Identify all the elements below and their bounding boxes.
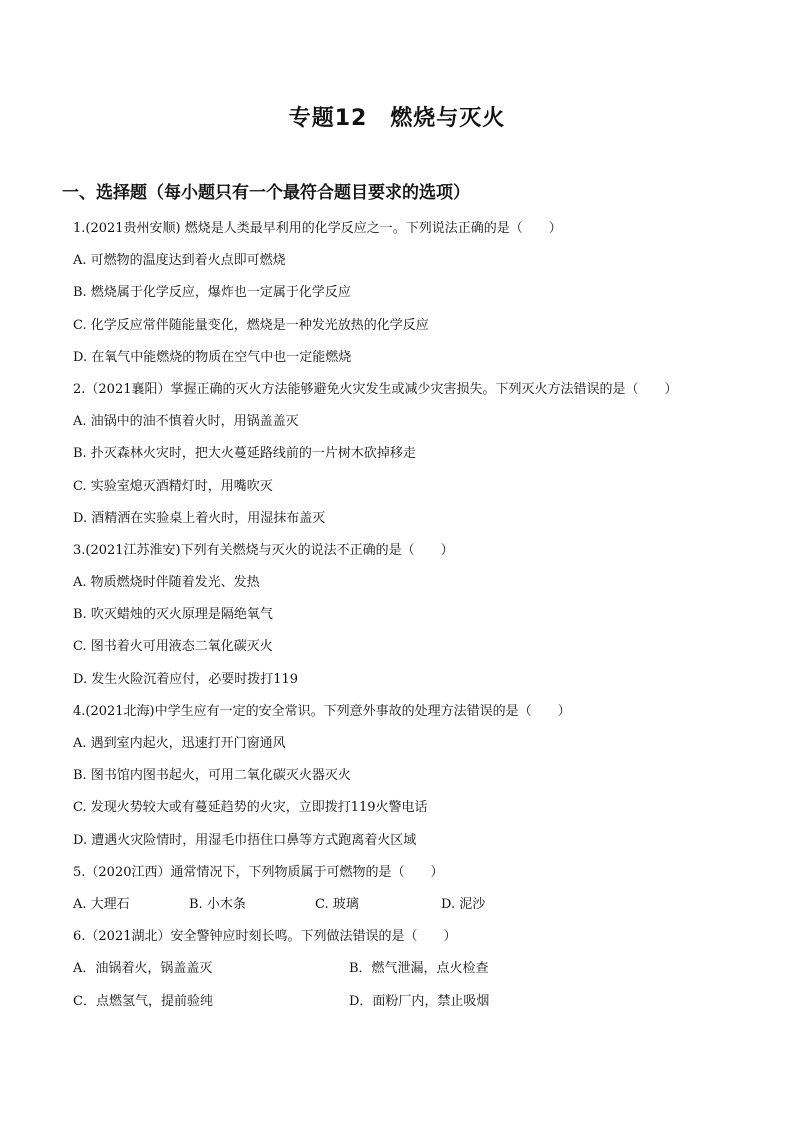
question-6-option-c: C．点燃氢气，提前验纯 [73, 993, 213, 1009]
question-5-option-c: C. 玻璃 [315, 896, 359, 912]
question-2-option-a: A. 油锅中的油不慎着火时，用锅盖盖灭 [73, 414, 299, 430]
question-3-option-c: C. 图书着火可用液态二氧化碳灭火 [73, 639, 273, 655]
question-2-option-c: C. 实验室熄灭酒精灯时，用嘴吹灭 [73, 478, 273, 494]
question-1-option-c: C. 化学反应常伴随能量变化，燃烧是一种发光放热的化学反应 [73, 317, 429, 333]
question-1-stem: 1.(2021贵州安顺) 燃烧是人类最早利用的化学反应之一。下列说法正确的是（ ） [73, 221, 562, 236]
question-5-option-a: A. 大理石 [73, 896, 130, 912]
question-5-stem: 5.（2020江西）通常情况下，下列物质属于可燃物的是（ ） [73, 864, 444, 880]
question-2-stem: 2.（2021襄阳）掌握正确的灭火方法能够避免火灾发生或减少灾害损失。下列灭火方法错误的是（ ） [73, 381, 678, 397]
question-3-option-b: B. 吹灭蜡烛的灭火原理是隔绝氧气 [73, 607, 273, 623]
question-3-option-a: A. 物质燃烧时伴随着发光、发热 [73, 575, 260, 591]
question-4-option-c: C. 发现火势较大或有蔓延趋势的火灾，立即拨打119火警电话 [73, 800, 428, 816]
question-5-option-b: B. 小木条 [189, 896, 246, 912]
question-6-stem: 6.（2021湖北）安全警钟应时刻长鸣。下列做法错误的是（ ） [73, 929, 457, 945]
question-4-option-a: A. 遇到室内起火，迅速打开门窗通风 [73, 736, 286, 751]
question-1-option-d: D. 在氧气中能燃烧的物质在空气中也一定能燃烧 [73, 349, 352, 365]
section-heading: 一、选择题（每小题只有一个最符合题目要求的选项） [62, 183, 470, 203]
question-4-stem: 4.(2021北海)中学生应有一定的安全常识。下列意外事故的处理方法错误的是（ ） [73, 703, 571, 719]
question-1-option-b: B. 燃烧属于化学反应，爆炸也一定属于化学反应 [73, 285, 351, 301]
question-6-option-b: B．燃气泄漏，点火检查 [349, 961, 489, 977]
question-6-options-row-1 [73, 953, 733, 985]
question-1-option-a: A. 可燃物的温度达到着火点即可燃烧 [73, 253, 286, 269]
question-2-option-d: D. 酒精洒在实验桌上着火时，用湿抹布盖灭 [73, 510, 326, 526]
question-5-option-d: D. 泥沙 [441, 896, 486, 912]
question-4-option-b: B. 图书馆内图书起火，可用二氧化碳灭火器灭火 [73, 768, 351, 784]
question-6-option-a: A．油锅着火，锅盖盖灭 [73, 961, 213, 977]
page-title: 专题12 燃烧与灭火 [288, 106, 506, 131]
question-3-option-d: D. 发生火险沉着应付，必要时拨打119 [73, 671, 299, 687]
question-list [73, 213, 733, 1018]
question-6-options-row-2 [73, 986, 733, 1018]
question-4-option-d: D. 遭遇火灾险情时，用湿毛巾捂住口鼻等方式跑离着火区域 [73, 832, 417, 848]
question-5-options [73, 889, 733, 921]
question-6-option-d: D．面粉厂内，禁止吸烟 [349, 993, 490, 1009]
question-3-stem: 3.(2021江苏淮安)下列有关燃烧与灭火的说法不正确的是（ ） [73, 542, 454, 558]
question-2-option-b: B. 扑灭森林火灾时，把大火蔓延路线前的一片树木砍掉移走 [73, 446, 416, 462]
